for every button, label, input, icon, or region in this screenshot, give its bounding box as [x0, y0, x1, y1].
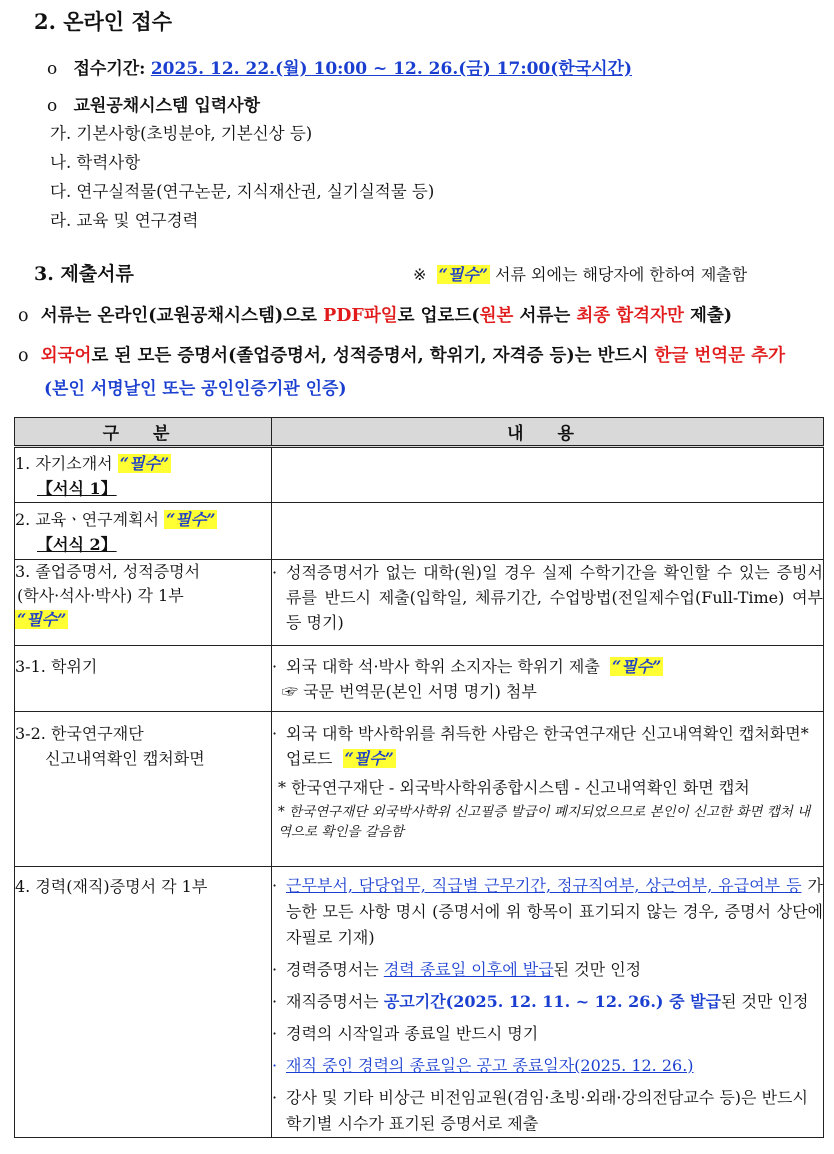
certification-note: (본인 서명날인 또는 공인인증기관 인증) — [44, 379, 347, 399]
employment-fields: 근무부서, 담당업무, 직급별 근무기간, 정규직여부, 상근여부, 유급여부 등 — [286, 876, 802, 895]
career-end-link: 경력 종료일 이후에 발급 — [383, 960, 554, 979]
note-mark: ※ — [413, 265, 427, 284]
nrf-footnote: * 한국연구재단 외국박사학위 신고필증 발급이 폐지되었으므로 본인이 신고한 화면 캡처 내역으로 확인을 갈음함 — [278, 804, 811, 840]
diploma-note: 외국 대학 석·박사 학위 소지자는 학위기 제출 — [286, 657, 600, 676]
bullet-foreign-docs — [18, 342, 785, 367]
system-row — [47, 91, 260, 116]
header-category: 구 분 — [15, 418, 272, 447]
documents-table — [14, 417, 824, 1138]
row-label: 2. 교육ㆍ연구계획서 — [15, 510, 159, 529]
text: 된 것만 인정 — [721, 992, 809, 1011]
table-row: 3. 졸업증명서, 성적증명서 (학사·석사·박사) 각 1부 “필수” · 성적증명서가 없는 대학(원)일 경우 실제 수학기간을 확인할 수 있는 증빙서류를 반드시 제출(입학일, 체류기간, 수업방법(전일제수업(Full-Time) 여부 등 명기) — [15, 560, 824, 646]
input-item-1: 가. 기본사항(초빙분야, 기본신상 등) — [50, 124, 313, 143]
row-label: 4. 경력(재직)증명서 각 1부 — [15, 877, 208, 896]
announcement-period: 공고기간(2025. 12. 11. ~ 12. 26.) 중 발급 — [383, 992, 722, 1011]
row-label: 3-2. 한국연구재단 — [15, 724, 144, 743]
table-row: 3-1. 학위기 · 외국 대학 석·박사 학위 소지자는 학위기 제출 “필수” ☞ 국문 번역문(본인 서명 명기) 첨부 — [15, 646, 824, 712]
lecturer-note: 강사 및 기타 비상근 비전임교원(겸임·초빙·외래·강의전담교수 등)은 반드시 학기별 시수가 표기된 증명서로 제출 — [286, 1088, 808, 1133]
pdf-highlight: PDF파일 — [323, 306, 398, 326]
table-header-row — [15, 418, 824, 447]
bullet-pdf-upload — [18, 302, 732, 327]
required-badge: “필수” — [17, 610, 67, 629]
row-label-2: 신고내역확인 캡처화면 — [45, 749, 205, 768]
period-value: 2025. 12. 22.(월) 10:00 ~ 12. 26.(금) 17:00(한국시간) — [150, 59, 633, 79]
section-3-title: 3. 제출서류 — [34, 263, 134, 285]
foreign-highlight: 외국어 — [40, 346, 92, 366]
text: 재직증명서는 — [286, 992, 384, 1011]
header-content: 내 용 — [272, 418, 824, 447]
required-badge: “필수” — [344, 749, 394, 768]
row-label: 1. 자기소개서 — [15, 454, 113, 473]
nrf-path: * 한국연구재단 - 외국박사학위종합시스템 - 신고내역확인 화면 캡처 — [278, 778, 750, 797]
input-item-4: 라. 교육 및 연구경력 — [50, 211, 199, 230]
bullet-o: o — [18, 306, 29, 326]
text: 서류는 — [513, 306, 577, 326]
table-row: 3-2. 한국연구재단 신고내역확인 캡처화면 · 외국 대학 박사학위를 취득한 사람은 한국연구재단 신고내역확인 캡처화면* 업로드 “필수” * 한국연구재단 - 외국박사학위종합시스템 - 신고내역확인 화면 캡처 * 한국연구재단 외국박사학위 신고필증 발급이 폐지되었으므로 본인이 신고한 화면 캡처 내역으로 확인을 갈음함 — [15, 712, 824, 867]
table-row — [15, 503, 824, 560]
text: 제출) — [683, 306, 733, 326]
original-highlight: 원본 — [479, 306, 514, 326]
row-label: 3-1. 학위기 — [15, 657, 98, 676]
row-label: 3. 졸업증명서, 성적증명서 — [15, 562, 201, 581]
note-text: 서류 외에는 해당자에 한하여 제출함 — [495, 265, 748, 284]
form-number: 【서식 2】 — [37, 535, 117, 554]
required-badge: “필수” — [119, 454, 170, 473]
required-note — [413, 262, 747, 285]
text: 로 된 모든 증명서(졸업증명서, 성적증명서, 학위기, 자격증 등)는 반드시 — [91, 346, 655, 366]
required-badge: “필수” — [611, 657, 662, 676]
final-pass-highlight: 최종 합격자만 — [576, 306, 684, 326]
period-row — [47, 54, 632, 79]
translation-highlight: 한글 번역문 추가 — [654, 346, 785, 366]
bullet-o: o — [18, 346, 29, 366]
required-badge: “필수” — [166, 510, 216, 529]
table-row: 4. 경력(재직)증명서 각 1부 · 근무부서, 담당업무, 직급별 근무기간, 정규직여부, 상근여부, 유급여부 등 가능한 모든 사항 명시 (증명서에 위 항목이 표기되지 않는 경우, 증명서 상단에 자필로 기재) · 경력증명서는 경력 종료일 이후에 발급된 것만 인정 · 재직증명서는 공고기간(2025. 12. 11. ~ 12. 26.) 중 발급된 것만 인정 · 경력의 시작일과 종료일 반드시 명기 · 재직 중인 경력의 종료일은 공고 종료일자(2025. 12. 26.) · 강사 및 기타 비상근 비전임교원(겸임·초빙·외래·강의전담교수 등)은 반드시 학기별 시수가 표기된 증명서로 제출 — [15, 867, 824, 1138]
transcript-note: 성적증명서가 없는 대학(원)일 경우 실제 수학기간을 확인할 수 있는 증빙서류를 반드시 제출(입학일, 체류기간, 수업방법(전일제수업(Full-Time) 여부 등 명기) — [286, 563, 823, 632]
bullet-o: o — [47, 96, 58, 116]
input-item-3: 다. 연구실적물(연구논문, 지식재산권, 실기실적물 등) — [50, 182, 435, 201]
employment-note: 가능한 모든 사항 명시 (증명서에 위 항목이 표기되지 않는 경우, 증명서 상단에 자필로 기재) — [286, 876, 823, 947]
text: 로 업로드( — [397, 306, 480, 326]
bullet-o: o — [47, 59, 58, 79]
required-badge: “필수” — [438, 265, 488, 284]
system-label: 교원공채시스템 입력사항 — [73, 96, 261, 116]
translation-note: ☞ 국문 번역문(본인 서명 명기) 첨부 — [282, 682, 537, 701]
nrf-note: 외국 대학 박사학위를 취득한 사람은 한국연구재단 신고내역확인 캡처화면* 업로드 — [286, 724, 809, 768]
input-item-2: 나. 학력사항 — [50, 153, 141, 172]
section-2-title: 2. 온라인 접수 — [34, 9, 172, 34]
career-dates-note: 경력의 시작일과 종료일 반드시 명기 — [286, 1024, 539, 1043]
period-label: 접수기간: — [73, 59, 146, 79]
current-employment-note: 재직 중인 경력의 종료일은 공고 종료일자(2025. 12. 26.) — [286, 1056, 694, 1075]
text: 경력증명서는 — [286, 960, 384, 979]
table-row — [15, 447, 824, 503]
text: 서류는 온라인(교원공채시스템)으로 — [40, 306, 324, 326]
form-number: 【서식 1】 — [37, 479, 117, 498]
row-label-2: (학사·석사·박사) 각 1부 — [17, 586, 184, 605]
text: 된 것만 인정 — [553, 960, 642, 979]
